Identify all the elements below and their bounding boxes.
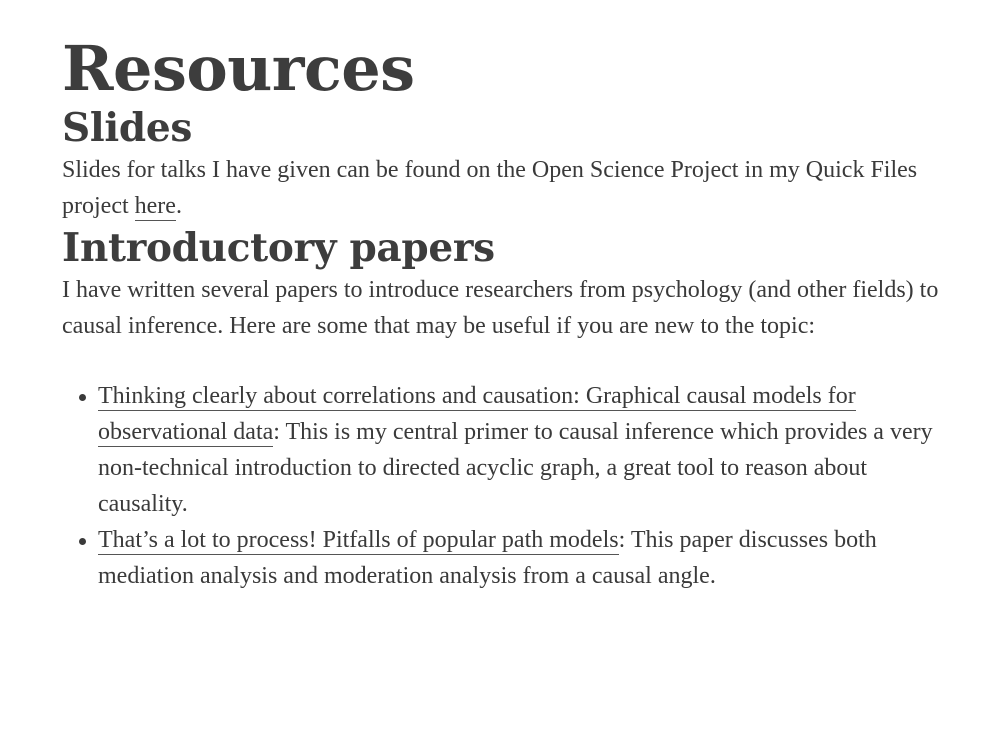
list-item: [98, 378, 940, 522]
slides-text: Slides for talks I have given can be found on the Open Science Project in my Quick Files project: [62, 157, 918, 219]
paper-list: [62, 378, 940, 594]
page-title: Resources: [62, 32, 415, 105]
slides-here-link[interactable]: here: [134, 193, 176, 219]
introductory-papers-heading: Introductory papers: [62, 225, 495, 271]
paper-description: : This is my central primer to causal inference which provides a very non-technical introduction to directed acyclic graph, a great tool to reason about causality.: [98, 419, 933, 517]
bullet-icon: [79, 538, 86, 545]
slides-heading: Slides: [62, 105, 193, 151]
paper-link-thinking-clearly[interactable]: Thinking clearly about correlations and causation: Graphical causal models for observational data: [98, 383, 856, 445]
bullet-icon: [79, 394, 86, 401]
list-item: [98, 522, 940, 594]
slides-paragraph: [62, 152, 940, 224]
paper-description: : This paper discusses both mediation analysis and moderation analysis from a causal angle.: [98, 527, 877, 589]
slides-text-end: .: [175, 193, 182, 219]
paper-link-pitfalls-path-models[interactable]: That’s a lot to process! Pitfalls of popular path models: [98, 527, 619, 553]
intro-paragraph: I have written several papers to introduce researchers from psychology (and other fields) to causal inference. Here are some that may be useful if you are new to the topic:: [62, 277, 939, 339]
